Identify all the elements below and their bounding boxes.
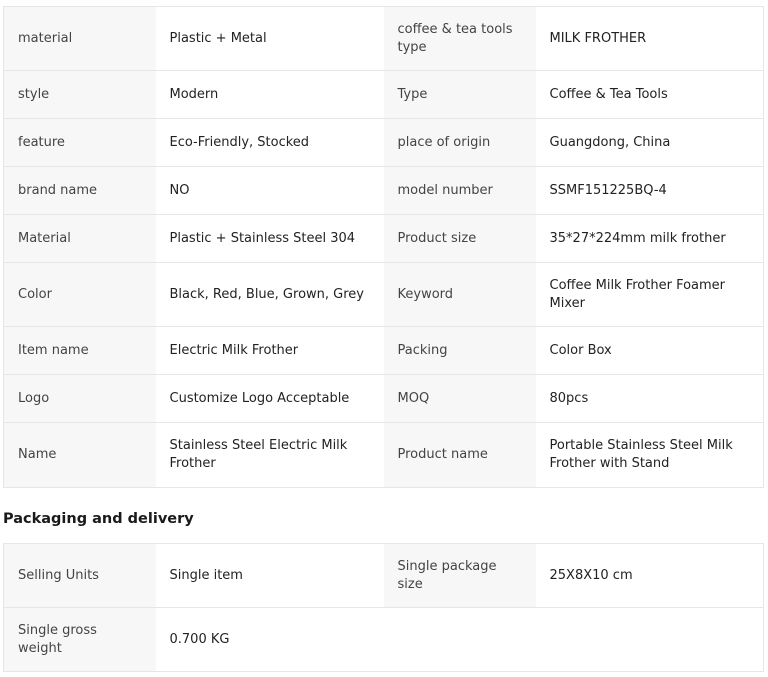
attribute-value: Portable Stainless Steel Milk Frother with Stand [536, 423, 764, 488]
attribute-key: Selling Units [4, 544, 156, 608]
attribute-value: NO [156, 167, 384, 215]
attribute-value: Coffee Milk Frother Foamer Mixer [536, 263, 764, 327]
empty-cell [384, 608, 536, 672]
attribute-key: Product size [384, 215, 536, 263]
attribute-key: Packing [384, 327, 536, 375]
attribute-value: Eco-Friendly, Stocked [156, 119, 384, 167]
attribute-key: material [4, 7, 156, 71]
attribute-value: 35*27*224mm milk frother [536, 215, 764, 263]
packaging-table [3, 543, 764, 672]
table-row [4, 263, 764, 327]
table-row [4, 71, 764, 119]
attribute-key: feature [4, 119, 156, 167]
attribute-value: 0.700 KG [156, 608, 384, 672]
attribute-key: place of origin [384, 119, 536, 167]
attribute-value: 80pcs [536, 375, 764, 423]
attribute-value: Coffee & Tea Tools [536, 71, 764, 119]
attribute-key: Color [4, 263, 156, 327]
section-title: Packaging and delivery [3, 511, 194, 527]
table-row [4, 215, 764, 263]
table-row [4, 167, 764, 215]
table-row [4, 327, 764, 375]
table-row [4, 375, 764, 423]
attribute-value: Electric Milk Frother [156, 327, 384, 375]
attribute-value: 25X8X10 cm [536, 544, 764, 608]
attribute-value: Black, Red, Blue, Grown, Grey [156, 263, 384, 327]
specifications-table [3, 6, 764, 488]
attribute-value: Stainless Steel Electric Milk Frother [156, 423, 384, 488]
attribute-key: Type [384, 71, 536, 119]
attribute-key: Item name [4, 327, 156, 375]
table-row [4, 544, 764, 608]
attribute-value: Guangdong, China [536, 119, 764, 167]
empty-cell [536, 608, 764, 672]
attribute-value: Plastic + Stainless Steel 304 [156, 215, 384, 263]
attribute-key: MOQ [384, 375, 536, 423]
attribute-key: Single gross weight [4, 608, 156, 672]
table-row [4, 423, 764, 488]
attribute-value: Modern [156, 71, 384, 119]
attribute-key: Name [4, 423, 156, 488]
attribute-key: Single package size [384, 544, 536, 608]
attribute-value: MILK FROTHER [536, 7, 764, 71]
attribute-key: brand name [4, 167, 156, 215]
attribute-key: model number [384, 167, 536, 215]
attribute-value: SSMF151225BQ-4 [536, 167, 764, 215]
attribute-value: Customize Logo Acceptable [156, 375, 384, 423]
attribute-key: style [4, 71, 156, 119]
table-row [4, 119, 764, 167]
table-row [4, 608, 764, 672]
attribute-key: coffee & tea tools type [384, 7, 536, 71]
attribute-key: Logo [4, 375, 156, 423]
attribute-value: Single item [156, 544, 384, 608]
attribute-key: Keyword [384, 263, 536, 327]
attribute-key: Material [4, 215, 156, 263]
attribute-value: Color Box [536, 327, 764, 375]
table-row [4, 7, 764, 71]
attribute-key: Product name [384, 423, 536, 488]
attribute-value: Plastic + Metal [156, 7, 384, 71]
